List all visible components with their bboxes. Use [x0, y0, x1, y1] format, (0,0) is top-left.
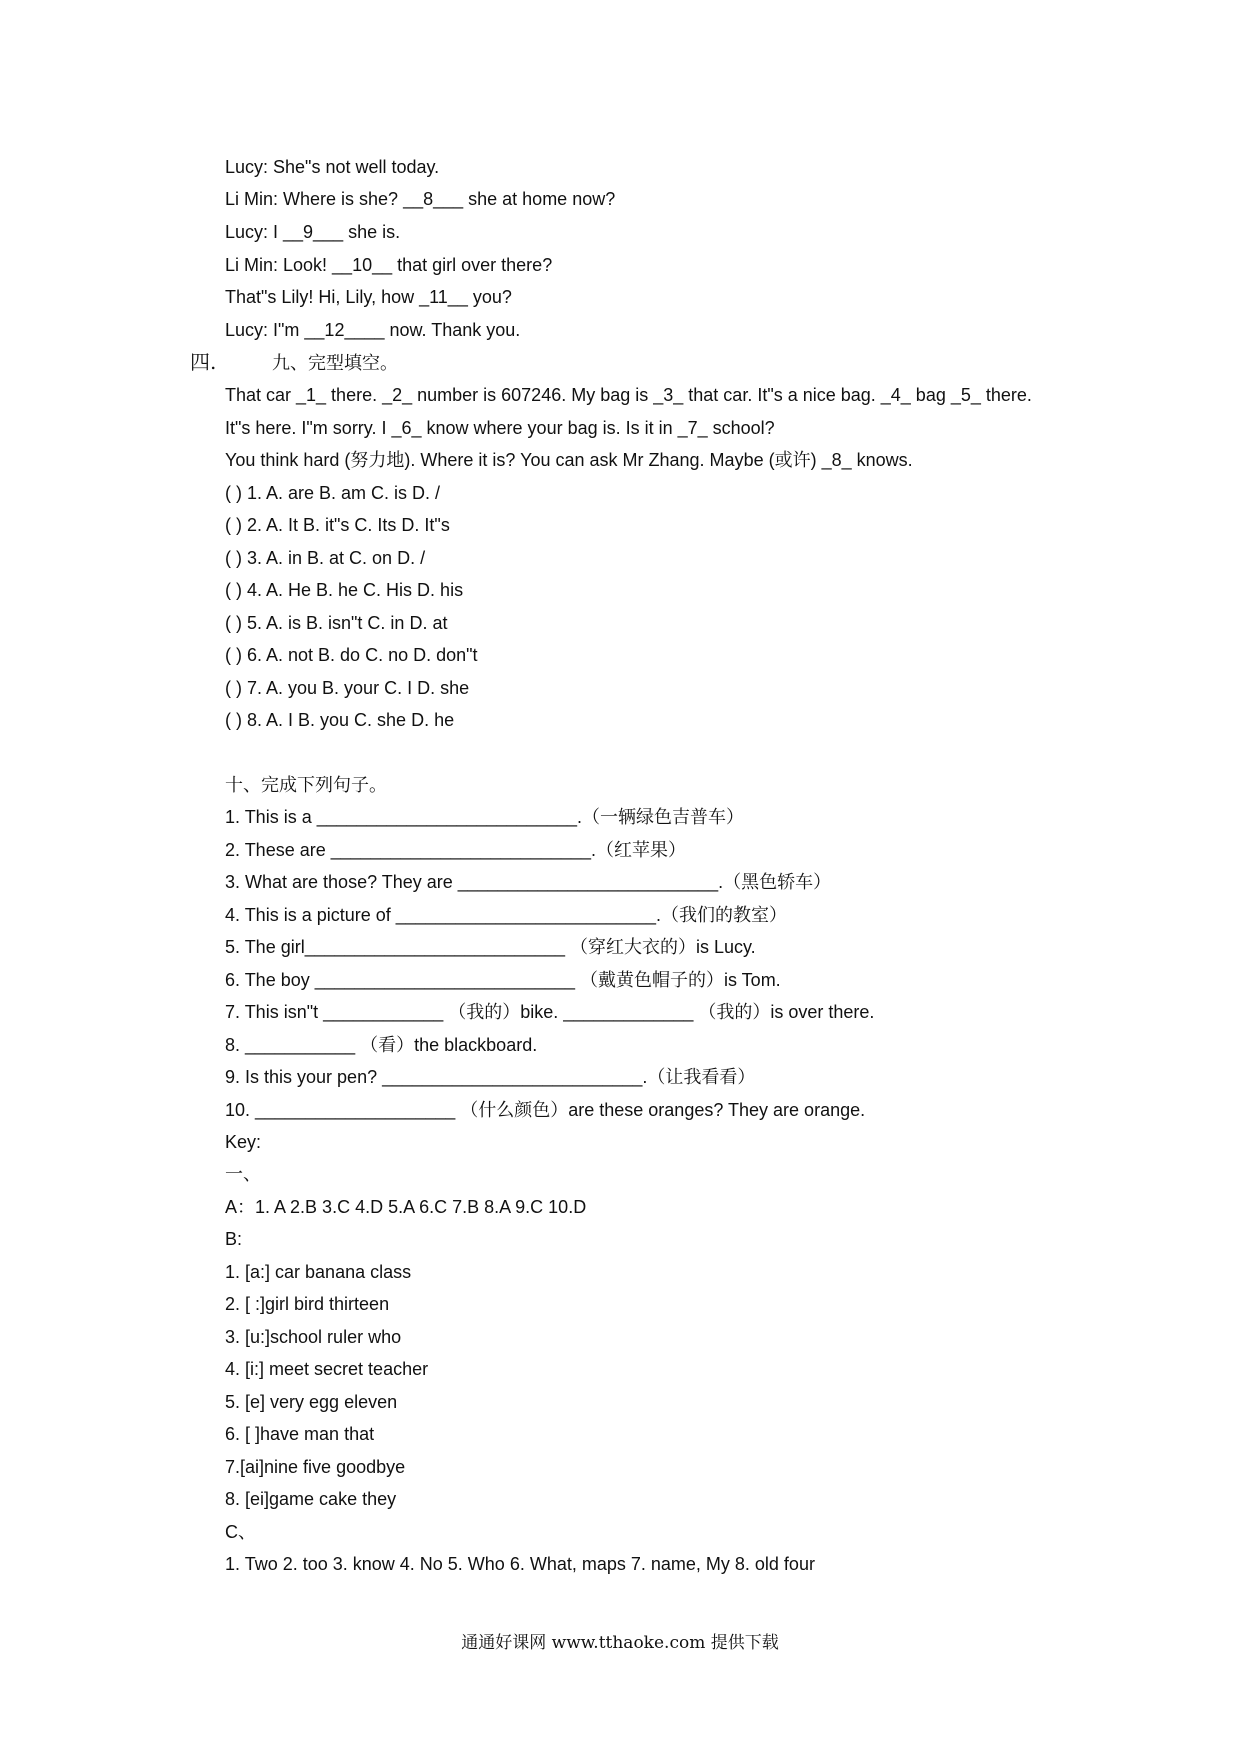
- cloze-option: ( ) 7. A. you B. your C. I D. she: [225, 678, 470, 698]
- sentence-item: 10. ____________________ （什么颜色）are these oranges? They are orange.: [225, 1100, 866, 1120]
- dialogue-line: Lucy: I __9___ she is.: [225, 222, 401, 242]
- dialogue-line: Lucy: She"s not well today.: [225, 157, 440, 177]
- cloze-option: ( ) 1. A. are B. am C. is D. /: [225, 483, 441, 503]
- dialogue-line: That"s Lily! Hi, Lily, how _11__ you?: [225, 287, 512, 307]
- cloze-option: ( ) 2. A. It B. it"s C. Its D. It"s: [225, 515, 450, 535]
- dialogue-line: Li Min: Look! __10__ that girl over there?: [225, 255, 553, 275]
- cloze-option: ( ) 5. A. is B. isn"t C. in D. at: [225, 613, 448, 633]
- sentence-item: 3. What are those? They are __________________________.（黑色轿车）: [225, 872, 832, 892]
- key-line: 一、: [225, 1164, 261, 1184]
- key-line: 1. [a:] car banana class: [225, 1262, 412, 1282]
- cloze-option: ( ) 6. A. not B. do C. no D. don"t: [225, 645, 478, 665]
- cloze-passage-line: That car _1_ there. _2_ number is 607246. My bag is _3_ that car. It"s a nice bag. _4_ bag _5_ there.: [225, 385, 1032, 405]
- sentence-item: 1. This is a __________________________.（一辆绿色吉普车）: [225, 807, 744, 827]
- sentences-heading: 十、完成下列句子。: [225, 775, 387, 795]
- key-line: 1. Two 2. too 3. know 4. No 5. Who 6. What, maps 7. name, My 8. old four: [225, 1554, 815, 1574]
- sentence-item: 6. The boy __________________________ （戴黄色帽子的）is Tom.: [225, 970, 781, 990]
- cloze-passage-line: It"s here. I"m sorry. I _6_ know where your bag is. Is it in _7_ school?: [225, 418, 775, 438]
- dialogue-line: Lucy: I"m __12____ now. Thank you.: [225, 320, 521, 340]
- sentence-item: 9. Is this your pen? __________________________.（让我看看）: [225, 1067, 756, 1087]
- dialogue-line: Li Min: Where is she? __8___ she at home now?: [225, 189, 616, 209]
- key-line: A：1. A 2.B 3.C 4.D 5.A 6.C 7.B 8.A 9.C 10.D: [225, 1197, 587, 1217]
- key-line: 3. [u:]school ruler who: [225, 1327, 402, 1347]
- key-line: 4. [i:] meet secret teacher: [225, 1359, 429, 1379]
- key-line: 6. [ ]have man that: [225, 1424, 375, 1444]
- page-footer: 通通好课网 www.tthaoke.com 提供下载: [461, 1633, 779, 1653]
- cloze-heading: 九、完型填空。: [272, 353, 398, 373]
- key-line: B:: [225, 1229, 243, 1249]
- key-line: 7.[ai]nine five goodbye: [225, 1457, 406, 1477]
- sentence-item: 7. This isn"t ____________ （我的）bike. _____________ （我的）is over there.: [225, 1002, 875, 1022]
- cloze-passage-line: You think hard (努力地). Where it is? You can ask Mr Zhang. Maybe (或许) _8_ knows.: [225, 450, 913, 470]
- section-marker: 四.: [190, 350, 217, 374]
- key-line: 2. [ :]girl bird thirteen: [225, 1294, 390, 1314]
- sentence-item: 2. These are __________________________.（红苹果）: [225, 840, 687, 860]
- sentence-item: 4. This is a picture of __________________________.（我们的教室）: [225, 905, 788, 925]
- sentence-item: 5. The girl__________________________ （穿红大衣的）is Lucy.: [225, 937, 756, 957]
- sentence-item: 8. ___________ （看）the blackboard.: [225, 1035, 538, 1055]
- cloze-option: ( ) 8. A. I B. you C. she D. he: [225, 710, 455, 730]
- cloze-option: ( ) 3. A. in B. at C. on D. /: [225, 548, 426, 568]
- key-line: 5. [e] very egg eleven: [225, 1392, 398, 1412]
- cloze-option: ( ) 4. A. He B. he C. His D. his: [225, 580, 464, 600]
- key-title: Key:: [225, 1132, 262, 1152]
- key-line: C、: [225, 1522, 256, 1542]
- key-line: 8. [ei]game cake they: [225, 1489, 397, 1509]
